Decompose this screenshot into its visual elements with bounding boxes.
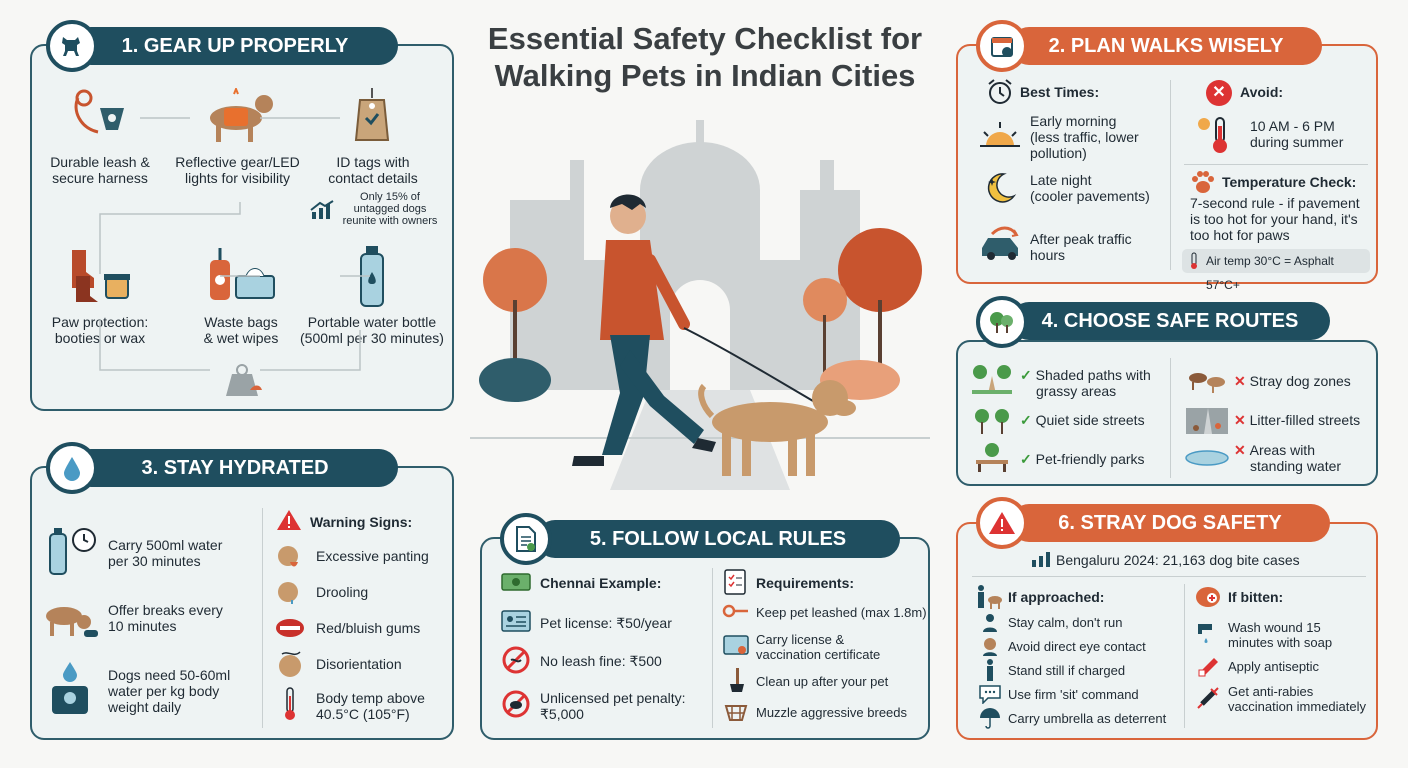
waste-label: Waste bags & wet wipes bbox=[203, 314, 279, 346]
sign-disorientation: Disorientation bbox=[316, 656, 402, 672]
unlicensed-penalty-text: Unlicensed pet penalty: ₹5,000 bbox=[540, 690, 686, 722]
stray-heading: 6. STRAY DOG SAFETY bbox=[1010, 504, 1330, 542]
bite-1: Wash wound 15 minutes with soap bbox=[1228, 620, 1333, 650]
no-leash-fine-text: No leash fine: ₹500 bbox=[540, 653, 662, 669]
fever-thermometer-icon bbox=[282, 686, 298, 722]
gear-heading: 1. GEAR UP PROPERLY bbox=[72, 27, 398, 65]
route-bad-2: ✕ Litter-filled streets bbox=[1234, 412, 1361, 428]
leash-label: Durable leash & secure harness bbox=[50, 154, 150, 186]
park-bench-icon bbox=[972, 442, 1012, 472]
chennai-example-label: Chennai Example: bbox=[540, 575, 662, 591]
body-temp-text: Body temp above 40.5°C (105°F) bbox=[316, 690, 425, 722]
approach-2: Avoid direct eye contact bbox=[1008, 639, 1146, 654]
gums-icon bbox=[274, 616, 306, 640]
water-drop-icon bbox=[46, 442, 98, 494]
person-dog-icon bbox=[974, 584, 1004, 610]
leash-small-icon bbox=[722, 600, 750, 622]
tree-icon bbox=[976, 296, 1028, 348]
alarm-clock-icon bbox=[986, 78, 1014, 106]
speech-bubble-icon bbox=[978, 684, 1002, 704]
bottle-clock-icon bbox=[48, 524, 98, 576]
page-title: Essential Safety Checklist for Walking Pets in Indian Cities bbox=[487, 21, 923, 93]
routes-heading: 4. CHOOSE SAFE ROUTES bbox=[1010, 302, 1330, 340]
if-approached-label: If approached: bbox=[1008, 589, 1105, 605]
puddle-icon bbox=[1184, 448, 1230, 468]
weight-scale-icon bbox=[220, 362, 264, 398]
eye-contact-icon bbox=[980, 636, 1000, 656]
bite-icon bbox=[1194, 584, 1222, 610]
sign-drooling: Drooling bbox=[316, 584, 369, 600]
requirements-label: Requirements: bbox=[756, 575, 855, 591]
standing-person-icon bbox=[982, 658, 998, 682]
quiet-street-icon bbox=[972, 404, 1012, 436]
temp-rule-text: 7-second rule - if pavement is too hot for your hand, it's too hot for paws bbox=[1190, 195, 1360, 243]
req-cleanup: Clean up after your pet bbox=[756, 674, 889, 689]
routes-divider bbox=[1170, 358, 1171, 478]
drooling-dog-icon bbox=[274, 578, 306, 606]
approach-4: Use firm 'sit' command bbox=[1008, 687, 1139, 702]
shaded-path-icon bbox=[972, 362, 1012, 394]
dog-icon bbox=[46, 20, 98, 72]
bite-stat-text: Bengaluru 2024: 21,163 dog bite cases bbox=[1056, 552, 1300, 568]
temp-check-label: Temperature Check: bbox=[1222, 174, 1357, 190]
approach-3: Stand still if charged bbox=[1008, 663, 1126, 678]
dog-drinking-icon bbox=[40, 598, 100, 638]
bite-2: Apply antiseptic bbox=[1228, 659, 1320, 674]
warning-icon bbox=[276, 508, 302, 532]
req-muzzle: Muzzle aggressive breeds bbox=[756, 705, 908, 720]
offer-breaks-text: Offer breaks every 10 minutes bbox=[108, 602, 223, 634]
umbrella-icon bbox=[978, 706, 1002, 730]
best-times-label: Best Times: bbox=[1020, 84, 1100, 100]
late-night-text: Late night (cooler pavements) bbox=[1030, 172, 1150, 204]
rules-divider bbox=[712, 568, 713, 728]
route-good-1: ✓ Shaded paths with grassy areas bbox=[1020, 367, 1151, 399]
stray-divider bbox=[1184, 584, 1185, 728]
plan-heading: 2. PLAN WALKS WISELY bbox=[1010, 27, 1322, 65]
checklist-icon bbox=[722, 566, 748, 596]
sign-panting: Excessive panting bbox=[316, 548, 429, 564]
route-bad-1: ✕ Stray dog zones bbox=[1234, 373, 1351, 389]
scale-drop-icon bbox=[48, 660, 92, 716]
litter-street-icon bbox=[1186, 404, 1228, 436]
syringe-icon bbox=[1196, 684, 1222, 710]
route-good-3: ✓ Pet-friendly parks bbox=[1020, 451, 1145, 467]
thermometer-sun-icon bbox=[1196, 114, 1242, 156]
rules-heading: 5. FOLLOW LOCAL RULES bbox=[536, 520, 900, 558]
avoid-icon: ✕ bbox=[1206, 80, 1232, 106]
hydrate-divider bbox=[262, 508, 263, 728]
moon-icon bbox=[982, 170, 1018, 206]
avoid-hours-text: 10 AM - 6 PM during summer bbox=[1250, 118, 1344, 150]
muzzle-icon bbox=[722, 700, 750, 724]
stray-hline bbox=[972, 576, 1366, 577]
approach-5: Carry umbrella as deterrent bbox=[1008, 711, 1167, 726]
avoid-label: Avoid: bbox=[1240, 84, 1284, 100]
if-bitten-label: If bitten: bbox=[1228, 589, 1284, 605]
stray-warning-icon bbox=[976, 497, 1028, 549]
hydrate-heading: 3. STAY HYDRATED bbox=[72, 449, 398, 487]
bite-3: Get anti-rabies vaccination immediately bbox=[1228, 684, 1367, 714]
small-thermometer-icon bbox=[1188, 252, 1200, 270]
plan-hline bbox=[1184, 164, 1368, 165]
document-icon bbox=[500, 513, 552, 565]
route-bad-3: ✕ Areas with standing water bbox=[1234, 442, 1342, 474]
tap-water-icon bbox=[1194, 618, 1222, 644]
scooper-icon bbox=[726, 666, 748, 694]
connector-lines bbox=[90, 110, 410, 390]
paw-icon bbox=[1190, 170, 1216, 194]
car-icon bbox=[978, 226, 1024, 262]
calendar-icon bbox=[976, 20, 1028, 72]
antiseptic-icon bbox=[1196, 654, 1222, 678]
air-temp-chip: Air temp 30°C = Asphalt 57°C+ bbox=[1182, 249, 1370, 273]
route-good-2: ✓ Quiet side streets bbox=[1020, 412, 1145, 428]
tag-stat: Only 15% of untagged dogs reunite with owners bbox=[342, 191, 438, 227]
city-walker-illustration bbox=[470, 120, 930, 500]
stray-dogs-icon bbox=[1186, 364, 1228, 394]
bar-chart-icon bbox=[1030, 550, 1052, 568]
license-card-icon bbox=[500, 608, 532, 634]
reflective-label: Reflective gear/LED lights for visibility bbox=[175, 154, 300, 186]
panting-dog-icon bbox=[274, 542, 306, 570]
water-label: Portable water bottle (500ml per 30 minutes) bbox=[300, 314, 444, 346]
calm-person-icon bbox=[980, 612, 1000, 632]
id-tag-label: ID tags with contact details bbox=[328, 154, 418, 186]
req-license-cert: Carry license & vaccination certificate bbox=[756, 632, 881, 662]
money-icon bbox=[500, 570, 532, 594]
sign-gums: Red/bluish gums bbox=[316, 620, 421, 636]
warning-signs-label: Warning Signs: bbox=[310, 514, 413, 530]
dog-water-need-text: Dogs need 50-60ml water per kg body weight daily bbox=[108, 667, 231, 715]
disorientation-icon bbox=[274, 650, 306, 680]
paw-label: Paw protection: booties or wax bbox=[51, 314, 149, 346]
no-leash-icon bbox=[502, 646, 530, 674]
certificate-icon bbox=[722, 634, 750, 658]
req-leashed: Keep pet leashed (max 1.8m) bbox=[756, 605, 927, 620]
after-peak-text: After peak traffic hours bbox=[1030, 231, 1132, 263]
sunrise-icon bbox=[978, 118, 1022, 154]
approach-1: Stay calm, don't run bbox=[1008, 615, 1123, 630]
pet-license-text: Pet license: ₹50/year bbox=[540, 615, 672, 631]
no-pet-icon bbox=[502, 690, 530, 718]
carry-water-text: Carry 500ml water per 30 minutes bbox=[108, 537, 223, 569]
plan-divider bbox=[1170, 80, 1171, 270]
early-morning-text: Early morning (less traffic, lower pollution) bbox=[1030, 113, 1139, 161]
